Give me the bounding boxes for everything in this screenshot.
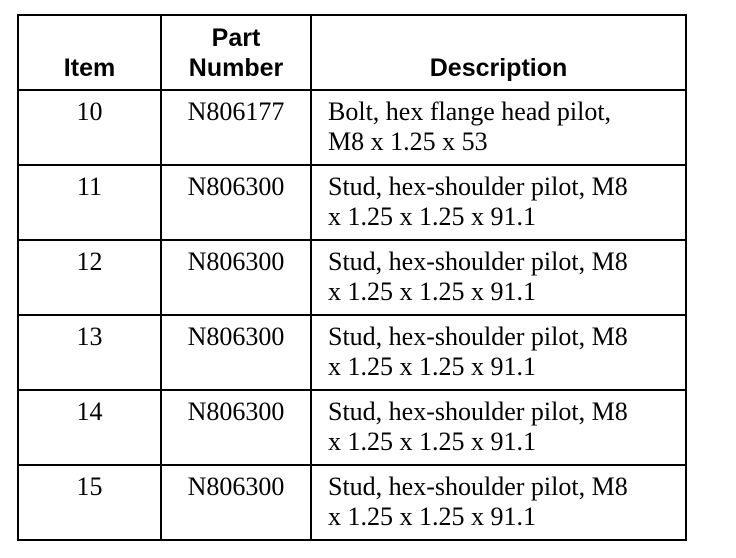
- description-line-2: x 1.25 x 1.25 x 91.1: [328, 277, 536, 306]
- description-line-2: x 1.25 x 1.25 x 91.1: [328, 352, 536, 381]
- item-cell: 13: [18, 315, 161, 390]
- header-row: [18, 15, 686, 90]
- header-description: [311, 15, 686, 90]
- part-number-cell: N806300: [161, 315, 311, 390]
- description-cell: [311, 240, 686, 315]
- description-line-2: M8 x 1.25 x 53: [328, 127, 488, 156]
- parts-table: [17, 14, 687, 541]
- part-number-cell: N806300: [161, 390, 311, 465]
- description-line-2: x 1.25 x 1.25 x 91.1: [328, 427, 536, 456]
- item-cell: 15: [18, 465, 161, 540]
- header-description-label: Description: [429, 54, 568, 82]
- header-part-number: [161, 15, 311, 90]
- description-cell: [311, 90, 686, 165]
- item-cell: 12: [18, 240, 161, 315]
- part-number-cell: N806300: [161, 240, 311, 315]
- item-cell: 11: [18, 165, 161, 240]
- description-line-1: Stud, hex-shoulder pilot, M8: [328, 247, 628, 276]
- item-cell: 10: [18, 90, 161, 165]
- description-line-1: Stud, hex-shoulder pilot, M8: [328, 172, 628, 201]
- description-line-1: Stud, hex-shoulder pilot, M8: [328, 397, 628, 426]
- description-cell: [311, 390, 686, 465]
- table-row: [18, 165, 686, 240]
- description-line-2: x 1.25 x 1.25 x 91.1: [328, 202, 536, 231]
- table-row: [18, 240, 686, 315]
- item-cell: 14: [18, 390, 161, 465]
- description-line-1: Bolt, hex flange head pilot,: [328, 97, 612, 126]
- header-item-label: Item: [63, 54, 116, 82]
- table-row: [18, 315, 686, 390]
- description-cell: [311, 465, 686, 540]
- part-number-cell: N806300: [161, 165, 311, 240]
- table-body: [18, 90, 686, 540]
- description-cell: [311, 315, 686, 390]
- header-item: [18, 15, 161, 90]
- header-part-number-line-2: Number: [188, 54, 284, 82]
- description-line-1: Stud, hex-shoulder pilot, M8: [328, 322, 628, 351]
- table-row: [18, 390, 686, 465]
- description-line-2: x 1.25 x 1.25 x 91.1: [328, 502, 536, 531]
- table-row: [18, 90, 686, 165]
- table-row: [18, 465, 686, 540]
- part-number-cell: N806300: [161, 465, 311, 540]
- part-number-cell: N806177: [161, 90, 311, 165]
- description-cell: [311, 165, 686, 240]
- table-header: [18, 15, 686, 90]
- header-part-number-line-1: Part: [211, 24, 261, 52]
- description-line-1: Stud, hex-shoulder pilot, M8: [328, 472, 628, 501]
